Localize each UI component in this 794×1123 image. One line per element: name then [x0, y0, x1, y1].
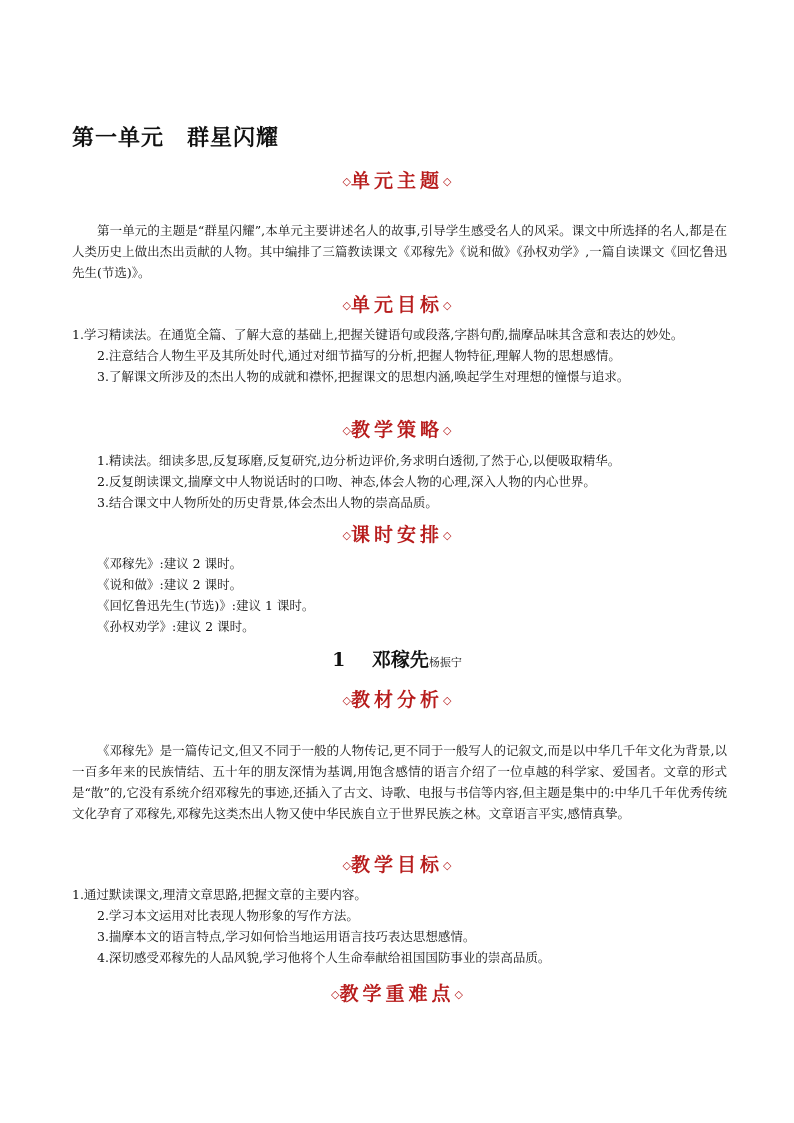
diamond-icon: ◇	[443, 859, 452, 872]
list-item: 2.学习本文运用对比表现人物形象的写作方法。	[97, 908, 359, 923]
section-heading-label: 教学目标	[350, 854, 443, 876]
diamond-icon: ◇	[342, 529, 351, 542]
list-item: 3.了解课文所涉及的杰出人物的成就和襟怀,把握课文的思想内涵,唤起学生对理想的憧憬与追求。	[97, 369, 630, 384]
list-item: 1.学习精读法。在通览全篇、了解大意的基础上,把握关键语句或段落,字斟句酌,揣摩品味其含意和表达的妙处。	[72, 327, 684, 342]
diamond-icon: ◇	[443, 424, 452, 437]
section-heading-analysis	[0, 688, 794, 713]
schedule-list	[72, 553, 727, 637]
diamond-icon: ◇	[443, 529, 452, 542]
list-item: 3.揣摩本文的语言特点,学习如何恰当地运用语言技巧表达思想感情。	[97, 929, 476, 944]
list-item: 2.反复朗读课文,揣摩文中人物说话时的口吻、神态,体会人物的心理,深入人物的内心世界。	[97, 474, 596, 489]
section-heading-schedule	[0, 523, 794, 548]
diamond-icon: ◇	[443, 694, 452, 707]
list-item: 1.通过默读课文,理清文章思路,把握文章的主要内容。	[72, 887, 367, 902]
diamond-icon: ◇	[443, 299, 452, 312]
section-heading-objectives	[0, 853, 794, 878]
list-item: 4.深切感受邓稼先的人品风貌,学习他将个人生命奉献给祖国国防事业的崇高品质。	[97, 950, 551, 965]
lesson-title	[0, 648, 794, 675]
diamond-icon: ◇	[454, 988, 463, 1001]
list-item: 1.精读法。细读多思,反复琢磨,反复研究,边分析边评价,务求明白透彻,了然于心,以便吸取精华。	[97, 453, 621, 468]
diamond-icon: ◇	[342, 175, 351, 188]
diamond-icon: ◇	[331, 988, 340, 1001]
list-item: 《回忆鲁迅先生(节选)》:建议 1 课时。	[97, 598, 315, 613]
lesson-author: 杨振宁	[428, 656, 462, 669]
diamond-icon: ◇	[342, 859, 351, 872]
section-heading-difficulties	[0, 982, 794, 1007]
diamond-icon: ◇	[342, 424, 351, 437]
objectives-list	[72, 884, 727, 968]
lesson-number: 1	[332, 649, 346, 671]
analysis-paragraph: 《邓稼先》是一篇传记文,但又不同于一般的人物传记,更不同于一般写人的记叙文,而是以中华几千年文化为背景,以一百多年来的民族情结、五十年的朋友深情为基调,用饱含感情的语言介绍了一位卓越的科学家、爱国者。文章的形式是“散”的,它没有系统介绍邓稼先的事迹,还插入了古文、诗歌、电报与书信等内容,但主题是集中的:中华几千年优秀传统文化孕育了邓稼先,邓稼先这类杰出人物又使中华民族自立于世界民族之林。文章语言平实,感情真挚。	[72, 743, 727, 821]
list-item: 《孙权劝学》:建议 2 课时。	[97, 619, 255, 634]
section-heading-goals	[0, 293, 794, 318]
goals-list	[72, 324, 727, 387]
list-item: 3.结合课文中人物所处的历史背景,体会杰出人物的崇高品质。	[97, 495, 438, 510]
diamond-icon: ◇	[342, 299, 351, 312]
section-heading-label: 教学策略	[350, 419, 443, 441]
unit-title: 第一单元 群星闪耀	[72, 126, 280, 151]
section-heading-strategy	[0, 418, 794, 443]
diamond-icon: ◇	[342, 694, 351, 707]
list-item: 2.注意结合人物生平及其所处时代,通过对细节描写的分析,把握人物特征,理解人物的思想感情。	[97, 348, 621, 363]
diamond-icon: ◇	[443, 175, 452, 188]
section-heading-label: 单元目标	[350, 294, 443, 316]
list-item: 《说和做》:建议 2 课时。	[97, 577, 243, 592]
section-heading-label: 单元主题	[350, 170, 443, 192]
section-heading-label: 课时安排	[350, 524, 443, 546]
strategy-list	[72, 450, 727, 513]
lesson-name: 邓稼先	[371, 649, 429, 671]
list-item: 《邓稼先》:建议 2 课时。	[97, 556, 243, 571]
section-heading-theme	[0, 169, 794, 194]
theme-paragraph: 第一单元的主题是“群星闪耀”,本单元主要讲述名人的故事,引导学生感受名人的风采。课文中所选择的名人,都是在人类历史上做出杰出贡献的人物。其中编排了三篇教读课文《邓稼先》《说和做》《孙权劝学》,一篇自读课文《回忆鲁迅先生(节选)》。	[72, 223, 727, 280]
section-heading-label: 教学重难点	[339, 983, 455, 1005]
section-heading-label: 教材分析	[350, 689, 443, 711]
